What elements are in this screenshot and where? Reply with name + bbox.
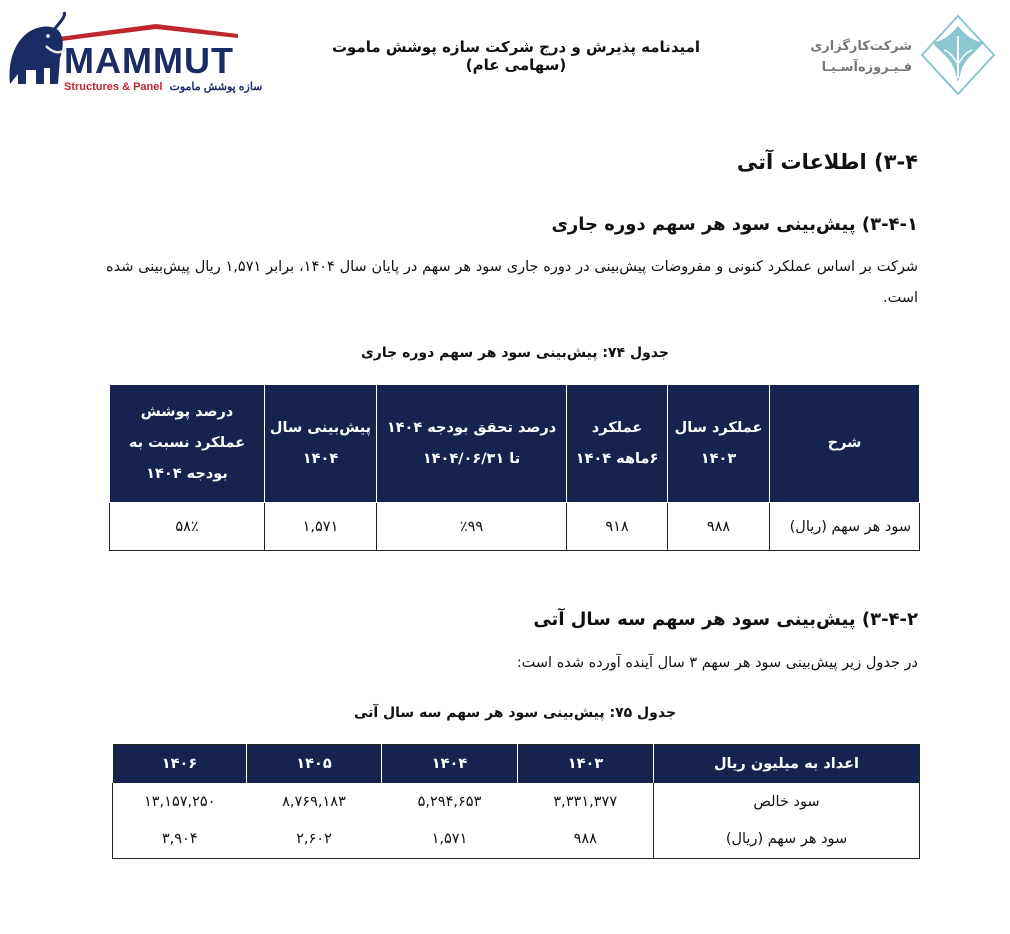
table-cell: ٪۹۹ <box>377 503 567 551</box>
subsection-heading-2: ۳-۴-۲) پیش‌بینی سود هر سهم سه سال آتی <box>533 609 918 630</box>
table-cell: سود هر سهم (ریال) <box>654 821 920 859</box>
table-header-cell: عملکرد سال ۱۴۰۳ <box>668 385 770 503</box>
document-title: امیدنامه پذیرش و درج شرکت سازه پوشش ماموت (سهامی عام) <box>331 38 701 74</box>
table-cell: سود خالص <box>654 783 920 821</box>
broker-logo <box>808 12 998 98</box>
table-cell: ۵۸٪ <box>110 503 265 551</box>
table-header-cell: پیش‌بینی سال ۱۴۰۴ <box>265 385 377 503</box>
broker-name-line2: فـیـروزه‌آسـیـا <box>821 60 912 75</box>
table-row <box>113 783 920 821</box>
table-header-cell: درصد تحقق بودجه ۱۴۰۴ تا ۱۴۰۴/۰۶/۳۱ <box>377 385 567 503</box>
table-cell: ۹۸۸ <box>668 503 770 551</box>
table-74 <box>109 384 920 551</box>
table-75-caption: جدول ۷۵: پیش‌بینی سود هر سهم سه سال آتی <box>353 705 677 721</box>
table-row <box>113 821 920 859</box>
table-header-cell: ۱۴۰۵ <box>247 745 382 783</box>
table-cell: ۵,۲۹۴,۶۵۳ <box>417 793 482 810</box>
table-cell: ۳,۹۰۴ <box>161 831 198 848</box>
table-header-cell: اعداد به میلیون ریال <box>654 745 920 783</box>
table-header-cell: درصد پوشش عملکرد نسبت به بودجه ۱۴۰۴ <box>110 385 265 503</box>
brand-tagline <box>64 80 262 93</box>
section-heading: ۳-۴) اطلاعات آتی <box>736 150 918 174</box>
subsection-2-paragraph: در جدول زیر پیش‌بینی سود هر سهم ۳ سال آینده آورده شده است: <box>516 655 918 671</box>
table-cell: ۲,۶۰۲ <box>296 831 332 848</box>
table-75 <box>112 744 920 859</box>
table-cell: ۹۱۸ <box>567 503 668 551</box>
table-cell: ۳,۳۳۱,۳۷۷ <box>553 793 618 810</box>
table-74-caption: جدول ۷۴: پیش‌بینی سود هر سهم دوره جاری <box>360 345 670 361</box>
page-header <box>0 0 1010 110</box>
brand-tagline-fa: سازه پوشش ماموت <box>169 81 263 93</box>
table-cell: ۱,۵۷۱ <box>431 831 468 848</box>
table-75-header-row <box>113 745 920 783</box>
table-cell: ۸,۷۶۹,۱۸۳ <box>282 793 346 810</box>
broker-name <box>810 36 912 78</box>
table-row <box>110 503 920 551</box>
table-74-header-row <box>110 385 920 503</box>
firouzeh-asia-emblem-icon <box>918 12 998 98</box>
table-cell: ۱,۵۷۱ <box>265 503 377 551</box>
table-header-cell: ۱۴۰۴ <box>382 745 518 783</box>
table-cell: ۹۸۸ <box>573 831 597 848</box>
brand-tagline-en: Structures & Panel <box>64 81 163 93</box>
brand-name: MAMMUT <box>64 40 234 81</box>
subsection-1-paragraph: شرکت بر اساس عملکرد کنونی و مفروضات پیش‌بینی در دوره جاری سود هر سهم در پایان سال ۱۴۰۴، برابر ۱,۵۷۱ ریال پیش‌بینی شده است. <box>106 259 918 306</box>
table-cell: سود هر سهم (ریال) <box>770 503 920 551</box>
table-header-cell: ۱۴۰۳ <box>518 745 654 783</box>
table-cell: ۱۳,۱۵۷,۲۵۰ <box>143 793 216 810</box>
mammut-logo <box>6 10 263 93</box>
table-header-cell: ۱۴۰۶ <box>113 745 247 783</box>
table-header-cell: شرح <box>770 385 920 503</box>
subsection-heading-1: ۳-۴-۱) پیش‌بینی سود هر سهم دوره جاری <box>551 214 918 235</box>
broker-name-line1: شرکت‌کارگزاری <box>810 39 912 54</box>
table-header-cell: عملکرد ۶ماهه ۱۴۰۴ <box>567 385 668 503</box>
